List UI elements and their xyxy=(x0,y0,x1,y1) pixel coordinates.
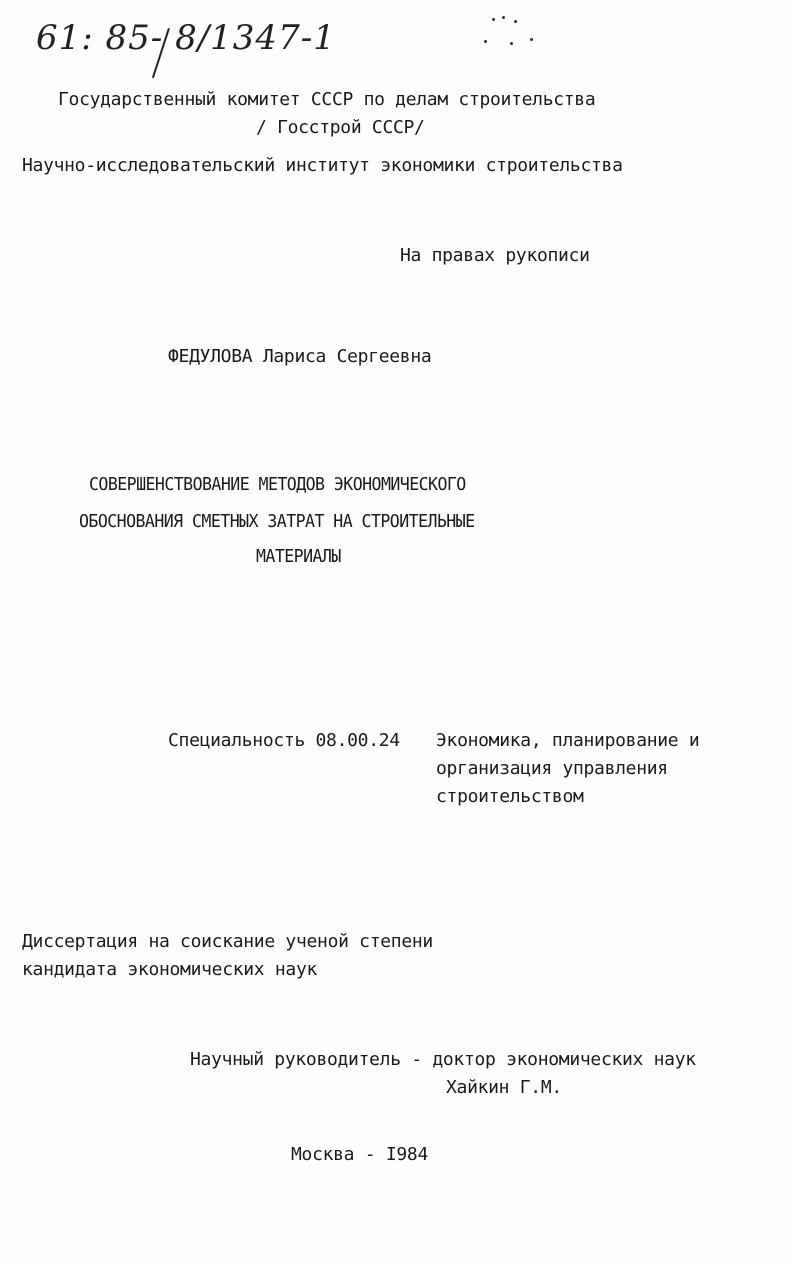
specialty-line-2: организация управления xyxy=(436,758,668,779)
speck xyxy=(530,38,533,41)
title-line-3: МАТЕРИАЛЫ xyxy=(256,546,341,567)
specialty-line-1: Экономика, планирование и xyxy=(436,730,700,751)
title-line-1: СОВЕРШЕНСТВОВАНИЕ МЕТОДОВ ЭКОНОМИЧЕСКОГО xyxy=(89,474,466,495)
speck xyxy=(514,20,517,23)
supervisor-name: Хайкин Г.М. xyxy=(446,1077,562,1098)
city-year: Москва - I984 xyxy=(291,1144,428,1165)
author-name: ФЕДУЛОВА Лариса Сергеевна xyxy=(168,346,432,367)
degree-line-1: Диссертация на соискание ученой степени xyxy=(22,931,433,952)
manuscript-note: На правах рукописи xyxy=(400,245,590,266)
speck xyxy=(502,16,505,19)
archive-number-handwritten: 61: 85- 8/1347-1 xyxy=(36,18,336,58)
speck xyxy=(510,42,513,45)
specialty-label: Специальность 08.00.24 xyxy=(168,730,400,751)
committee-line-2: / Госстрой СССР/ xyxy=(256,117,425,138)
title-line-2: ОБОСНОВАНИЯ СМЕТНЫХ ЗАТРАТ НА СТРОИТЕЛЬНЫЕ xyxy=(79,511,475,532)
institute-name: Научно-исследовательский институт экономики строительства xyxy=(22,155,623,176)
speck xyxy=(484,40,487,43)
committee-line-1: Государственный комитет СССР по делам строительства xyxy=(58,89,596,110)
stamp-specks xyxy=(470,12,550,52)
degree-line-2: кандидата экономических наук xyxy=(22,959,318,980)
speck xyxy=(492,18,495,21)
specialty-line-3: строительством xyxy=(436,786,584,807)
supervisor-line: Научный руководитель - доктор экономических наук xyxy=(190,1049,696,1070)
